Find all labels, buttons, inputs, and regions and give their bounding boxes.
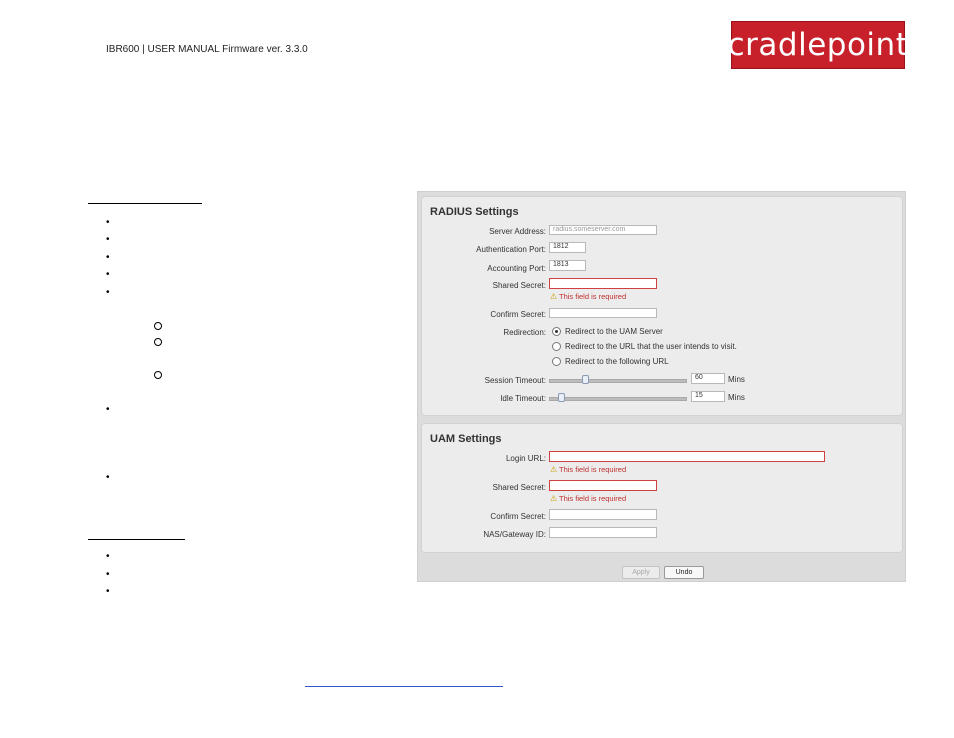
logo-text: cradlepoint xyxy=(727,27,909,63)
radius-settings-panel xyxy=(421,196,903,416)
nas-gateway-id-input[interactable] xyxy=(549,527,657,538)
warning-icon: ⚠ xyxy=(550,292,558,301)
confirm-secret-label: Confirm Secret: xyxy=(490,310,546,319)
hollow-bullet-icon xyxy=(154,322,162,330)
uam-shared-secret-label: Shared Secret: xyxy=(492,483,546,492)
bullet-icon: • xyxy=(106,234,110,245)
confirm-secret-input[interactable] xyxy=(549,308,657,318)
session-timeout-unit: Mins xyxy=(728,375,745,384)
section-heading-underline xyxy=(88,539,185,540)
authentication-port-input[interactable]: 1812 xyxy=(549,242,586,253)
idle-timeout-label: Idle Timeout: xyxy=(500,394,546,403)
warning-icon: ⚠ xyxy=(550,494,558,503)
accounting-port-input[interactable]: 1813 xyxy=(549,260,586,271)
radio-selected-icon[interactable] xyxy=(552,327,561,336)
redirect-uam-option[interactable]: Redirect to the UAM Server xyxy=(552,327,663,336)
bullet-icon: • xyxy=(106,586,110,597)
bullet-icon: • xyxy=(106,569,110,580)
uam-shared-secret-error: ⚠ This field is required xyxy=(550,494,627,503)
authentication-port-label: Authentication Port: xyxy=(476,245,546,254)
hollow-bullet-icon xyxy=(154,371,162,379)
apply-button[interactable]: Apply xyxy=(622,566,660,579)
bullet-icon: • xyxy=(106,269,110,280)
uam-shared-secret-input[interactable] xyxy=(549,480,657,491)
accounting-port-label: Accounting Port: xyxy=(487,264,546,273)
redirection-label: Redirection: xyxy=(503,328,546,337)
undo-button[interactable]: Undo xyxy=(664,566,704,579)
session-timeout-label: Session Timeout: xyxy=(484,376,546,385)
session-timeout-slider-handle[interactable] xyxy=(582,375,589,384)
bullet-icon: • xyxy=(106,472,110,483)
section-heading-underline xyxy=(88,203,202,204)
redirect-following-url-option[interactable]: Redirect to the following URL xyxy=(552,357,669,366)
shared-secret-input[interactable] xyxy=(549,278,657,289)
warning-icon: ⚠ xyxy=(550,465,558,474)
nas-gateway-id-label: NAS/Gateway ID: xyxy=(483,530,546,539)
redirect-intended-url-option[interactable]: Redirect to the URL that the user intends to visit. xyxy=(552,342,737,351)
manual-header: IBR600 | USER MANUAL Firmware ver. 3.3.0 xyxy=(106,44,308,55)
footer-link-underline[interactable] xyxy=(305,686,503,687)
session-timeout-input[interactable]: 60 xyxy=(691,373,725,384)
bullet-icon: • xyxy=(106,287,110,298)
shared-secret-error: ⚠ This field is required xyxy=(550,292,627,301)
session-timeout-slider-track[interactable] xyxy=(549,379,687,383)
server-address-label: Server Address: xyxy=(489,227,546,236)
bullet-icon: • xyxy=(106,217,110,228)
login-url-label: Login URL: xyxy=(505,454,546,463)
shared-secret-label: Shared Secret: xyxy=(492,281,546,290)
server-address-input[interactable]: radius.someserver.com xyxy=(549,225,657,235)
uam-settings-title: UAM Settings xyxy=(430,433,502,445)
radio-icon[interactable] xyxy=(552,357,561,366)
radio-icon[interactable] xyxy=(552,342,561,351)
idle-timeout-unit: Mins xyxy=(728,393,745,402)
idle-timeout-slider-track[interactable] xyxy=(549,397,687,401)
bullet-icon: • xyxy=(106,551,110,562)
idle-timeout-input[interactable]: 15 xyxy=(691,391,725,402)
uam-confirm-secret-input[interactable] xyxy=(549,509,657,520)
bullet-icon: • xyxy=(106,252,110,263)
settings-screenshot xyxy=(417,191,906,582)
login-url-input[interactable] xyxy=(549,451,825,462)
idle-timeout-slider-handle[interactable] xyxy=(558,393,565,402)
login-url-error: ⚠ This field is required xyxy=(550,465,627,474)
uam-settings-panel xyxy=(421,423,903,553)
hollow-bullet-icon xyxy=(154,338,162,346)
radius-settings-title: RADIUS Settings xyxy=(430,206,519,218)
uam-confirm-secret-label: Confirm Secret: xyxy=(490,512,546,521)
bullet-icon: • xyxy=(106,404,110,415)
cradlepoint-logo xyxy=(727,21,909,69)
